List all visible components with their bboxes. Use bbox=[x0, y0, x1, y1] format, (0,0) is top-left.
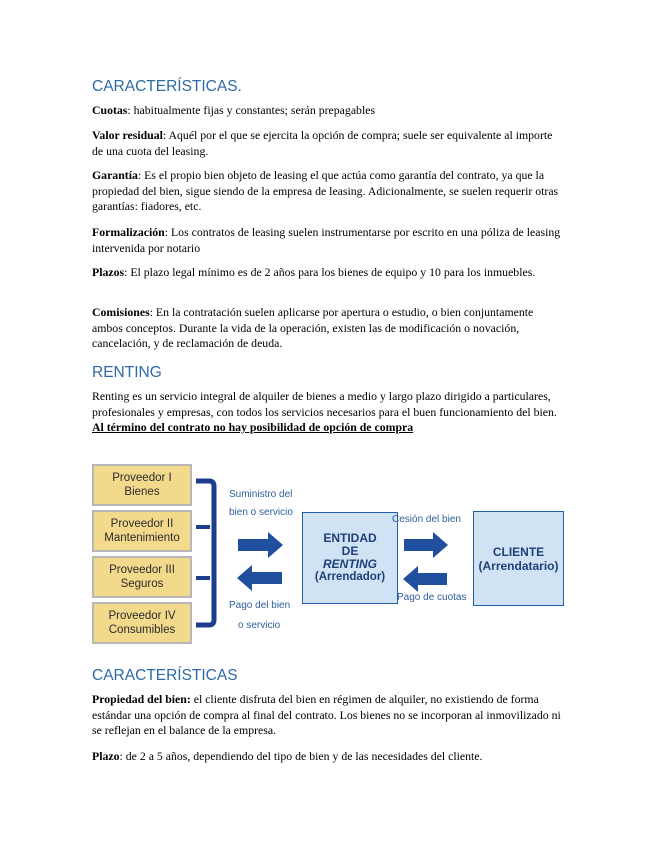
item-formalizacion bbox=[92, 225, 562, 256]
term-label: Formalización bbox=[92, 225, 165, 239]
client-label: (Arrendatario) bbox=[478, 558, 559, 573]
term-text: : de 2 a 5 años, dependiendo del tipo de bien y de las necesidades del cliente. bbox=[119, 749, 483, 763]
entity-label: RENTING bbox=[323, 557, 377, 571]
term-text: : El plazo legal mínimo es de 2 años para los bienes de equipo y 10 para los inmuebles. bbox=[124, 265, 536, 279]
supply-label-line: bien o servicio bbox=[229, 507, 293, 518]
item-garantia bbox=[92, 168, 562, 215]
term-text: : En la contratación suelen aplicarse por apertura o estudio, o bien conjuntamente ambos conceptos. Durante la vida de la operación, existen las de modificación o novación, cancelación, y de reclamación de deuda. bbox=[92, 305, 534, 351]
arrow-right-icon bbox=[404, 532, 448, 558]
renting-text: Renting es un servicio integral de alquiler de bienes a medio y largo plazo dirigido a particulares, profesionales y empresas, con todos los servicios necesarios para el buen funcionamiento del bien. bbox=[92, 389, 557, 419]
provider-service: Mantenimiento bbox=[104, 532, 180, 544]
payment-label-line: o servicio bbox=[238, 620, 281, 631]
term-text: : habitualmente fijas y constantes; serán prepagables bbox=[127, 103, 376, 117]
item-propiedad-del-bien bbox=[92, 692, 562, 739]
payment-label bbox=[229, 599, 290, 633]
provider-service: Seguros bbox=[120, 578, 164, 590]
arrow-right-icon bbox=[238, 532, 283, 558]
item-cuotas bbox=[92, 103, 562, 119]
term-label: Cuotas bbox=[92, 103, 128, 117]
renting-entity-box bbox=[302, 512, 398, 604]
client-box bbox=[473, 511, 564, 606]
supply-label bbox=[229, 488, 293, 520]
item-plazos bbox=[92, 265, 562, 281]
provider-name: Proveedor IV bbox=[108, 610, 176, 622]
term-label: Plazo bbox=[92, 749, 120, 763]
cession-label: Cesión del bien bbox=[392, 514, 461, 525]
term-text: : Aquél por el que se ejercita la opción de compra; suele ser equivalente al importe de una cuota del leasing. bbox=[92, 128, 553, 158]
renting-diagram bbox=[92, 459, 564, 647]
term-text: : Es el propio bien objeto de leasing el que actúa como garantía del contrato, ya que la propiedad del bien, sigue siendo de la empresa de leasing. Adicionalmente, se suelen requerir otras garantías: fiadores, etc. bbox=[92, 168, 559, 214]
term-label: Valor residual bbox=[92, 128, 163, 142]
item-plazo bbox=[92, 749, 562, 765]
arrow-left-icon bbox=[403, 566, 447, 592]
renting-description bbox=[92, 389, 562, 436]
provider-service: Bienes bbox=[124, 486, 160, 498]
provider-service: Consumibles bbox=[108, 624, 176, 636]
provider-name: Proveedor III bbox=[109, 564, 175, 576]
term-label: Propiedad del bien: bbox=[92, 692, 191, 706]
term-label: Garantía bbox=[92, 168, 138, 182]
supply-label-line: Suministro del bbox=[229, 489, 293, 500]
section-heading-caracteristicas: CARACTERÍSTICAS. bbox=[92, 78, 242, 95]
item-valor-residual bbox=[92, 128, 562, 159]
term-text: el cliente disfruta del bien en régimen de alquiler, no existiendo de forma estándar una opción de compra al final del contrato. Los bienes no se incorporan al inmovilizado ni se reflejan en el balance de la empresa. bbox=[92, 692, 561, 738]
renting-highlight: Al término del contrato no hay posibilidad de opción de compra bbox=[92, 420, 414, 435]
fees-label: Pago de cuotas bbox=[397, 592, 467, 603]
term-text: : Los contratos de leasing suelen instrumentarse por escrito en una póliza de leasing intervenida por notario bbox=[92, 225, 561, 255]
section-heading-renting: RENTING bbox=[92, 364, 162, 381]
term-label: Comisiones bbox=[92, 305, 150, 319]
provider-name: Proveedor I bbox=[112, 472, 172, 484]
entity-label: ENTIDAD bbox=[323, 531, 377, 545]
payment-label-line: Pago del bien bbox=[229, 600, 291, 611]
entity-label: DE bbox=[341, 544, 359, 558]
section-heading-caracteristicas-2: CARACTERÍSTICAS bbox=[92, 667, 238, 684]
client-label: CLIENTE bbox=[492, 544, 545, 559]
term-label: Plazos bbox=[92, 265, 125, 279]
provider-bracket bbox=[196, 481, 214, 625]
provider-name: Proveedor II bbox=[110, 518, 174, 530]
item-comisiones bbox=[92, 305, 562, 352]
arrow-left-icon bbox=[237, 565, 282, 591]
entity-label: (Arrendador) bbox=[314, 571, 386, 583]
